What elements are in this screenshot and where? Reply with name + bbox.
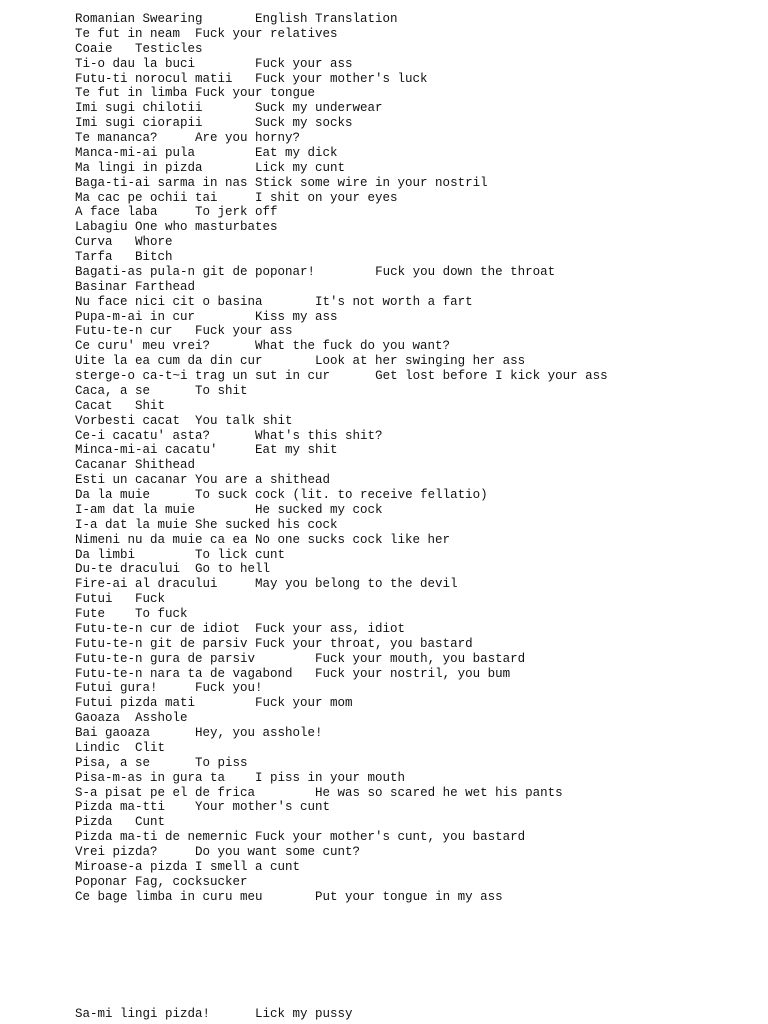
document-line: I-am dat la muie He sucked my cock [75,502,383,517]
document-line: Te fut in limba Fuck your tongue [75,86,316,101]
document-line: Ti-o dau la buci Fuck your ass [75,56,353,71]
document-line: Futu-te-n gura de parsiv Fuck your mouth, you bastard [75,651,526,666]
document-line: Da la muie To suck cock (lit. to receive fellatio) [75,488,488,502]
document-line: Imi sugi ciorapii Suck my socks [75,116,353,131]
document-line: Pizda ma-ti de nemernic Fuck your mother's cunt, you bastard [75,830,526,845]
document-line: Romanian Swearing English Translation [75,12,398,26]
document-line: Ce bage limba in curu meu Put your tongue in my ass [75,889,503,904]
document-line: Te mananca? Are you horny? [75,131,301,145]
document-line: Coaie Testicles [75,41,203,56]
document-line: Pupa-m-ai in cur Kiss my ass [75,309,338,324]
document-line: Pisa, a se To piss [75,755,248,770]
document-line: Ma lingi in pizda Lick my cunt [75,160,346,175]
document-line: Manca-mi-ai pula Eat my dick [75,145,338,160]
document-line: Futui pizda mati Fuck your mom [75,696,353,711]
document-line: Gaoaza Asshole [75,711,188,726]
document-line: S-a pisat pe el de frica He was so scared he wet his pants [75,785,563,800]
document-line: Futu-te-n nara ta de vagabond Fuck your nostril, you bum [75,666,511,681]
document-line: Nu face nici cit o basina It's not worth a fart [75,294,473,309]
document-line: Vorbesti cacat You talk shit [75,413,293,428]
document-line: Futu-te-n cur Fuck your ass [75,324,293,339]
document-line: Curva Whore [75,235,173,250]
document-line: Da limbi To lick cunt [75,547,286,562]
document-line: Tarfa Bitch [75,250,173,264]
document-line: Baga-ti-ai sarma in nas Stick some wire in your nostril [75,175,488,190]
document-last-line: Sa-mi lingi pizda! Lick my pussy [75,1007,353,1021]
document-line: Uite la ea cum da din cur Look at her swinging her ass [75,354,526,369]
document-line: Pisa-m-as in gura ta I piss in your mouth [75,770,406,785]
document-line: sterge-o ca-t~i trag un sut in cur Get lost before I kick your ass [75,369,608,383]
document-line: Minca-mi-ai cacatu' Eat my shit [75,443,338,458]
document-body [75,12,755,905]
document-line: Te fut in neam Fuck your relatives [75,26,338,41]
document-line: Futui gura! Fuck you! [75,681,263,696]
document-line: Nimeni nu da muie ca ea No one sucks cock like her [75,532,451,547]
document-line: Futu-te-n cur de idiot Fuck your ass, idiot [75,621,406,636]
document-line: Du-te dracului Go to hell [75,562,271,577]
document-line: Futu-ti norocul matii Fuck your mother's luck [75,71,428,86]
document-line: Ma cac pe ochii tai I shit on your eyes [75,190,398,205]
document-line: Pizda Cunt [75,815,166,830]
document-line: Esti un cacanar You are a shithead [75,473,331,488]
document-line: Labagiu One who masturbates [75,220,278,235]
document-line: Bai gaoaza Hey, you asshole! [75,726,323,740]
document-line: Futu-te-n git de parsiv Fuck your throat, you bastard [75,636,473,651]
document-line: Basinar Farthead [75,279,196,294]
document-line: Futui Fuck [75,592,166,607]
document-line: Fire-ai al dracului May you belong to the devil [75,577,458,592]
document-line: Vrei pizda? Do you want some cunt? [75,845,361,859]
document-line: Cacanar Shithead [75,458,196,473]
document-line: Lindic Clit [75,740,166,755]
document-line: Miroase-a pizda I smell a cunt [75,859,301,874]
document-line: Imi sugi chilotii Suck my underwear [75,101,383,116]
document-line: Poponar Fag, cocksucker [75,874,248,889]
document-line: Ce curu' meu vrei? What the fuck do you want? [75,339,451,354]
document-line: I-a dat la muie She sucked his cock [75,517,338,532]
document-line: Cacat Shit [75,398,166,413]
document-line: Ce-i cacatu' asta? What's this shit? [75,428,383,443]
document-line: Caca, a se To shit [75,383,248,398]
document-line: A face laba To jerk off [75,205,278,220]
document-line: Bagati-as pula-n git de poponar! Fuck you down the throat [75,264,556,279]
document-line: Fute To fuck [75,607,188,621]
document-line: Pizda ma-tti Your mother's cunt [75,800,331,815]
